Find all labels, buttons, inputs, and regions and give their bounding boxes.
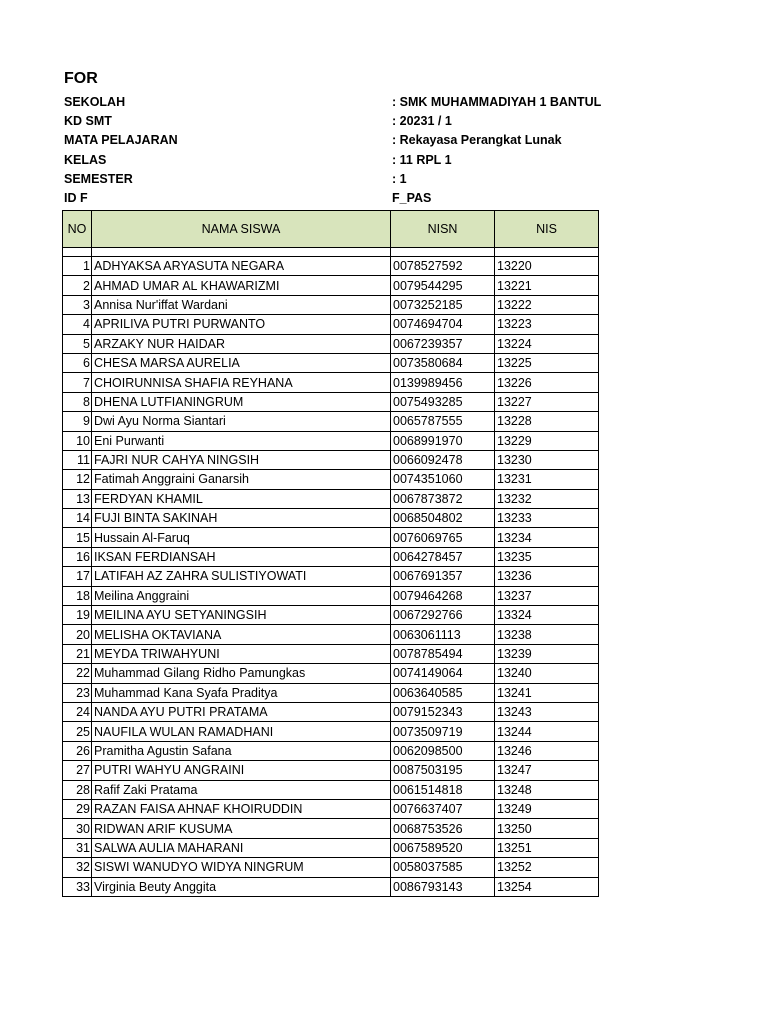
student-nisn: 0068504802 xyxy=(391,509,495,528)
student-nisn: 0068753526 xyxy=(391,819,495,838)
table-row xyxy=(63,528,599,547)
table-row xyxy=(63,509,599,528)
student-nisn: 0073252185 xyxy=(391,295,495,314)
meta-label: KD SMT xyxy=(64,114,112,128)
student-nisn: 0074351060 xyxy=(391,470,495,489)
table-row xyxy=(63,276,599,295)
student-nis: 13229 xyxy=(495,431,599,450)
row-number: 26 xyxy=(63,741,92,760)
meta-value: F_PAS xyxy=(392,191,432,205)
student-nis: 13231 xyxy=(495,470,599,489)
table-row xyxy=(63,780,599,799)
header-nisn: NISN xyxy=(391,211,495,248)
row-number: 9 xyxy=(63,412,92,431)
row-number: 14 xyxy=(63,509,92,528)
row-number: 13 xyxy=(63,489,92,508)
student-name: Meilina Anggraini xyxy=(92,586,391,605)
student-nis: 13221 xyxy=(495,276,599,295)
student-nisn: 0139989456 xyxy=(391,373,495,392)
student-nisn: 0079544295 xyxy=(391,276,495,295)
row-number: 11 xyxy=(63,450,92,469)
table-row xyxy=(63,315,599,334)
student-nis: 13248 xyxy=(495,780,599,799)
student-name: ADHYAKSA ARYASUTA NEGARA xyxy=(92,257,391,276)
student-nisn: 0075493285 xyxy=(391,392,495,411)
student-nis: 13240 xyxy=(495,664,599,683)
row-number: 20 xyxy=(63,625,92,644)
table-spacer-row xyxy=(63,248,599,257)
table-row xyxy=(63,431,599,450)
student-nisn: 0074694704 xyxy=(391,315,495,334)
student-name: Annisa Nur'iffat Wardani xyxy=(92,295,391,314)
student-nis: 13224 xyxy=(495,334,599,353)
table-row xyxy=(63,625,599,644)
student-nisn: 0062098500 xyxy=(391,741,495,760)
student-nis: 13232 xyxy=(495,489,599,508)
meta-row xyxy=(64,151,624,170)
table-row xyxy=(63,799,599,818)
meta-label: ID F xyxy=(64,191,88,205)
table-row xyxy=(63,858,599,877)
student-name: LATIFAH AZ ZAHRA SULISTIYOWATI xyxy=(92,567,391,586)
table-row xyxy=(63,819,599,838)
student-nis: 13237 xyxy=(495,586,599,605)
student-name: Rafif Zaki Pratama xyxy=(92,780,391,799)
table-row xyxy=(63,644,599,663)
row-number: 3 xyxy=(63,295,92,314)
table-row xyxy=(63,489,599,508)
student-nis: 13236 xyxy=(495,567,599,586)
table-row xyxy=(63,450,599,469)
row-number: 23 xyxy=(63,683,92,702)
student-name: MEILINA AYU SETYANINGSIH xyxy=(92,606,391,625)
header-nis: NIS xyxy=(495,211,599,248)
student-nis: 13324 xyxy=(495,606,599,625)
table-row xyxy=(63,392,599,411)
student-name: FUJI BINTA SAKINAH xyxy=(92,509,391,528)
header-nama-siswa: NAMA SISWA xyxy=(92,211,391,248)
student-nisn: 0068991970 xyxy=(391,431,495,450)
student-nisn: 0086793143 xyxy=(391,877,495,896)
meta-value: : 20231 / 1 xyxy=(392,114,452,128)
student-nis: 13238 xyxy=(495,625,599,644)
student-nis: 13234 xyxy=(495,528,599,547)
student-nis: 13225 xyxy=(495,353,599,372)
student-name: Pramitha Agustin Safana xyxy=(92,741,391,760)
student-name: DHENA LUTFIANINGRUM xyxy=(92,392,391,411)
row-number: 16 xyxy=(63,547,92,566)
student-nisn: 0079464268 xyxy=(391,586,495,605)
student-name: Fatimah Anggraini Ganarsih xyxy=(92,470,391,489)
row-number: 29 xyxy=(63,799,92,818)
student-nis: 13228 xyxy=(495,412,599,431)
row-number: 10 xyxy=(63,431,92,450)
row-number: 19 xyxy=(63,606,92,625)
table-row xyxy=(63,353,599,372)
student-nis: 13226 xyxy=(495,373,599,392)
student-nis: 13222 xyxy=(495,295,599,314)
student-nisn: 0073580684 xyxy=(391,353,495,372)
student-nisn: 0065787555 xyxy=(391,412,495,431)
student-nis: 13241 xyxy=(495,683,599,702)
student-nis: 13239 xyxy=(495,644,599,663)
table-header-row xyxy=(63,211,599,248)
row-number: 1 xyxy=(63,257,92,276)
student-nisn: 0067691357 xyxy=(391,567,495,586)
row-number: 21 xyxy=(63,644,92,663)
meta-row xyxy=(64,93,624,112)
student-name: CHESA MARSA AURELIA xyxy=(92,353,391,372)
student-name: PUTRI WAHYU ANGRAINI xyxy=(92,761,391,780)
student-name: MELISHA OKTAVIANA xyxy=(92,625,391,644)
table-row xyxy=(63,470,599,489)
student-nisn: 0066092478 xyxy=(391,450,495,469)
row-number: 27 xyxy=(63,761,92,780)
student-nisn: 0067873872 xyxy=(391,489,495,508)
row-number: 24 xyxy=(63,702,92,721)
row-number: 25 xyxy=(63,722,92,741)
row-number: 28 xyxy=(63,780,92,799)
student-nisn: 0076637407 xyxy=(391,799,495,818)
table-row xyxy=(63,257,599,276)
row-number: 32 xyxy=(63,858,92,877)
student-name: NAUFILA WULAN RAMADHANI xyxy=(92,722,391,741)
student-name: Virginia Beuty Anggita xyxy=(92,877,391,896)
student-nisn: 0064278457 xyxy=(391,547,495,566)
student-nis: 13243 xyxy=(495,702,599,721)
meta-row xyxy=(64,112,624,131)
row-number: 6 xyxy=(63,353,92,372)
table-row xyxy=(63,412,599,431)
row-number: 5 xyxy=(63,334,92,353)
row-number: 17 xyxy=(63,567,92,586)
table-row xyxy=(63,567,599,586)
meta-row xyxy=(64,170,624,189)
student-name: RIDWAN ARIF KUSUMA xyxy=(92,819,391,838)
student-nis: 13250 xyxy=(495,819,599,838)
student-nisn: 0063640585 xyxy=(391,683,495,702)
student-name: Dwi Ayu Norma Siantari xyxy=(92,412,391,431)
table-row xyxy=(63,606,599,625)
meta-value: : 11 RPL 1 xyxy=(392,153,452,167)
student-nis: 13244 xyxy=(495,722,599,741)
student-name: SISWI WANUDYO WIDYA NINGRUM xyxy=(92,858,391,877)
student-table xyxy=(62,210,599,897)
row-number: 2 xyxy=(63,276,92,295)
student-nisn: 0067239357 xyxy=(391,334,495,353)
table-row xyxy=(63,877,599,896)
student-nisn: 0087503195 xyxy=(391,761,495,780)
student-nisn: 0079152343 xyxy=(391,702,495,721)
meta-row xyxy=(64,189,624,208)
table-row xyxy=(63,334,599,353)
student-nisn: 0061514818 xyxy=(391,780,495,799)
student-nis: 13223 xyxy=(495,315,599,334)
student-name: IKSAN FERDIANSAH xyxy=(92,547,391,566)
meta-label: MATA PELAJARAN xyxy=(64,133,178,147)
student-nis: 13220 xyxy=(495,257,599,276)
row-number: 7 xyxy=(63,373,92,392)
table-row xyxy=(63,586,599,605)
student-name: RAZAN FAISA AHNAF KHOIRUDDIN xyxy=(92,799,391,818)
table-row xyxy=(63,838,599,857)
student-name: SALWA AULIA MAHARANI xyxy=(92,838,391,857)
meta-value: : 1 xyxy=(392,172,407,186)
student-name: MEYDA TRIWAHYUNI xyxy=(92,644,391,663)
row-number: 33 xyxy=(63,877,92,896)
row-number: 18 xyxy=(63,586,92,605)
student-name: Eni Purwanti xyxy=(92,431,391,450)
student-nisn: 0078527592 xyxy=(391,257,495,276)
table-row xyxy=(63,295,599,314)
student-nisn: 0058037585 xyxy=(391,858,495,877)
row-number: 12 xyxy=(63,470,92,489)
row-number: 31 xyxy=(63,838,92,857)
meta-value: : SMK MUHAMMADIYAH 1 BANTUL xyxy=(392,95,602,109)
student-nis: 13230 xyxy=(495,450,599,469)
student-name: FAJRI NUR CAHYA NINGSIH xyxy=(92,450,391,469)
row-number: 30 xyxy=(63,819,92,838)
student-nis: 13227 xyxy=(495,392,599,411)
student-name: APRILIVA PUTRI PURWANTO xyxy=(92,315,391,334)
table-row xyxy=(63,761,599,780)
student-name: CHOIRUNNISA SHAFIA REYHANA xyxy=(92,373,391,392)
table-row xyxy=(63,741,599,760)
table-row xyxy=(63,547,599,566)
student-nisn: 0076069765 xyxy=(391,528,495,547)
student-name: NANDA AYU PUTRI PRATAMA xyxy=(92,702,391,721)
student-nis: 13249 xyxy=(495,799,599,818)
table-row xyxy=(63,702,599,721)
student-name: Muhammad Gilang Ridho Pamungkas xyxy=(92,664,391,683)
student-nisn: 0074149064 xyxy=(391,664,495,683)
row-number: 22 xyxy=(63,664,92,683)
row-number: 15 xyxy=(63,528,92,547)
student-nis: 13252 xyxy=(495,858,599,877)
table-row xyxy=(63,664,599,683)
student-nisn: 0063061113 xyxy=(391,625,495,644)
student-nis: 13247 xyxy=(495,761,599,780)
student-nis: 13235 xyxy=(495,547,599,566)
table-row xyxy=(63,683,599,702)
student-nis: 13233 xyxy=(495,509,599,528)
row-number: 8 xyxy=(63,392,92,411)
meta-label: SEMESTER xyxy=(64,172,133,186)
table-row xyxy=(63,373,599,392)
meta-row xyxy=(64,131,624,150)
student-nisn: 0073509719 xyxy=(391,722,495,741)
student-name: FERDYAN KHAMIL xyxy=(92,489,391,508)
meta-label: KELAS xyxy=(64,153,107,167)
row-number: 4 xyxy=(63,315,92,334)
student-name: Hussain Al-Faruq xyxy=(92,528,391,547)
meta-label: SEKOLAH xyxy=(64,95,126,109)
student-nisn: 0067589520 xyxy=(391,838,495,857)
student-name: ARZAKY NUR HAIDAR xyxy=(92,334,391,353)
student-name: Muhammad Kana Syafa Praditya xyxy=(92,683,391,702)
student-nis: 13246 xyxy=(495,741,599,760)
student-nis: 13251 xyxy=(495,838,599,857)
form-title: FOR xyxy=(64,70,98,87)
student-nisn: 0078785494 xyxy=(391,644,495,663)
table-row xyxy=(63,722,599,741)
student-nisn: 0067292766 xyxy=(391,606,495,625)
meta-value: : Rekayasa Perangkat Lunak xyxy=(392,133,562,147)
student-name: AHMAD UMAR AL KHAWARIZMI xyxy=(92,276,391,295)
header-no: NO xyxy=(63,211,92,248)
student-nis: 13254 xyxy=(495,877,599,896)
